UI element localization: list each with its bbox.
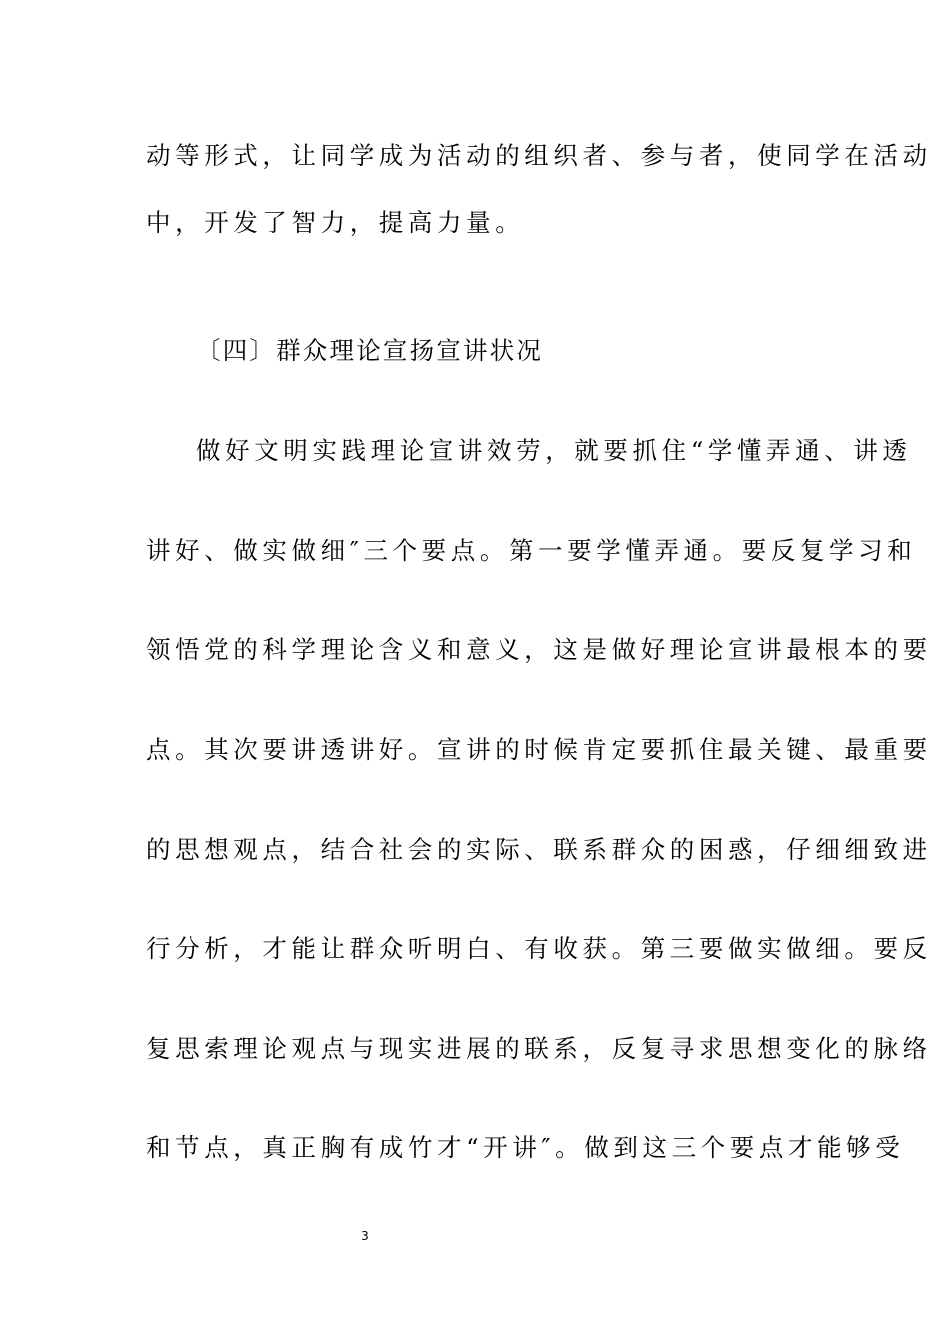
body-text-line: 行分析，才能让群众听明白、有收获。第三要做实做细。要反 <box>146 934 932 963</box>
body-text-line: 讲好、做实做细″三个要点。第一要学懂弄通。要反复学习和 <box>146 536 917 565</box>
page-number: 3 <box>361 1229 369 1243</box>
body-text-line: 复思索理论观点与现实进展的联系，反复寻求思想变化的脉络 <box>146 1034 932 1063</box>
body-text-line: 和节点，真正胸有成竹才“开讲″。做到这三个要点才能够受 <box>146 1133 905 1162</box>
body-text-line: 点。其次要讲透讲好。宣讲的时候肯定要抓住最关键、最重要 <box>146 735 932 764</box>
body-text-line: 的思想观点，结合社会的实际、联系群众的困惑，仔细细致进 <box>146 835 932 864</box>
section-heading: 〔四〕群众理论宣扬宣讲状况 <box>196 336 544 365</box>
body-text-line: 动等形式，让同学成为活动的组织者、参与者，使同学在活动 <box>146 141 932 170</box>
body-text-line: 做好文明实践理论宣讲效劳，就要抓住“学懂弄通、讲透 <box>196 436 912 465</box>
body-text-line: 中，开发了智力，提高力量。 <box>146 208 525 237</box>
body-text-line: 领悟党的科学理论含义和意义，这是做好理论宣讲最根本的要 <box>146 635 932 664</box>
